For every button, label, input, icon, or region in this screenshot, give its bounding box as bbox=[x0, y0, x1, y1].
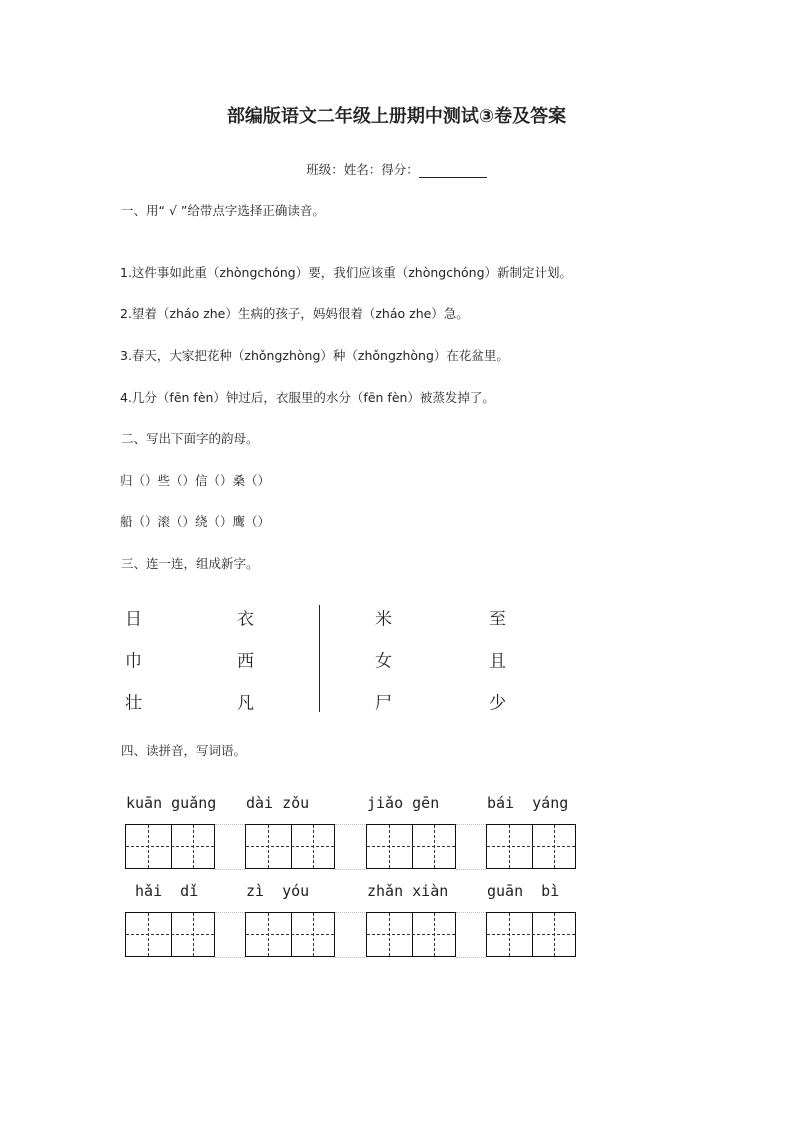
page-title: 部编版语文二年级上册期中测试③卷及答案 bbox=[226, 106, 567, 127]
writing-box[interactable] bbox=[366, 912, 456, 957]
guide-line bbox=[335, 957, 365, 958]
question-2: 2.望着（zháo zhe）生病的孩子，妈妈很着（zháo zhe）急。 bbox=[120, 306, 469, 321]
rhyme-line-2: 船（）滚（）绕（）鹰（） bbox=[120, 514, 271, 529]
section-1-heading: 一、用“ √ ”给带点字选择正确读音。 bbox=[121, 203, 325, 218]
divider-line bbox=[319, 605, 320, 712]
guide-line bbox=[456, 824, 486, 825]
guide-line bbox=[456, 912, 486, 913]
section-4-heading: 四、读拼音，写词语。 bbox=[121, 743, 247, 758]
question-3: 3.春天，大家把花种（zhǒngzhòng）种（zhǒngzhòng）在花盆里。 bbox=[120, 348, 509, 363]
writing-box[interactable] bbox=[125, 912, 215, 957]
question-4: 4.几分（fēn fèn）钟过后，衣服里的水分（fēn fèn）被蒸发掉了。 bbox=[120, 390, 495, 405]
pinyin-label: guān bì bbox=[487, 882, 560, 900]
match-character[interactable]: 日 bbox=[125, 609, 142, 630]
guide-line bbox=[335, 912, 365, 913]
rhyme-line-1: 归（）些（）信（）桑（） bbox=[120, 473, 271, 488]
score-blank[interactable] bbox=[419, 165, 487, 178]
writing-box[interactable] bbox=[366, 824, 456, 869]
pinyin-label: kuān guǎng bbox=[126, 794, 217, 812]
pinyin-label: jiǎo gēn bbox=[367, 794, 440, 812]
pinyin-label: dài zǒu bbox=[246, 794, 310, 812]
guide-line bbox=[456, 869, 486, 870]
writing-box[interactable] bbox=[125, 824, 215, 869]
guide-line bbox=[215, 824, 245, 825]
match-character[interactable]: 且 bbox=[489, 651, 506, 672]
guide-line bbox=[215, 957, 245, 958]
guide-line bbox=[335, 824, 365, 825]
match-character[interactable]: 西 bbox=[237, 651, 254, 672]
section-3-heading: 三、连一连，组成新字。 bbox=[121, 556, 259, 571]
section-2-heading: 二、写出下面字的韵母。 bbox=[121, 431, 259, 446]
pinyin-label: hǎi dǐ bbox=[126, 882, 199, 900]
pinyin-label: zì yóu bbox=[246, 882, 310, 900]
student-info bbox=[0, 162, 793, 178]
question-1: 1.这件事如此重（zhòngchóng）要，我们应该重（zhòngchóng）新制定计划。 bbox=[120, 265, 573, 280]
match-character[interactable]: 至 bbox=[489, 609, 506, 630]
writing-box[interactable] bbox=[245, 912, 335, 957]
match-character[interactable]: 尸 bbox=[375, 693, 392, 714]
writing-box[interactable] bbox=[486, 912, 576, 957]
pinyin-label: bái yáng bbox=[487, 794, 569, 812]
pinyin-label: zhǎn xiàn bbox=[367, 882, 449, 900]
match-character[interactable]: 少 bbox=[489, 693, 506, 714]
writing-box[interactable] bbox=[486, 824, 576, 869]
guide-line bbox=[215, 912, 245, 913]
info-label: 班级：姓名：得分： bbox=[306, 162, 419, 177]
match-character[interactable]: 衣 bbox=[237, 609, 254, 630]
match-character[interactable]: 壮 bbox=[125, 693, 142, 714]
match-character[interactable]: 巾 bbox=[125, 651, 142, 672]
match-character[interactable]: 凡 bbox=[237, 693, 254, 714]
guide-line bbox=[335, 869, 365, 870]
match-character[interactable]: 米 bbox=[375, 609, 392, 630]
guide-line bbox=[215, 869, 245, 870]
guide-line bbox=[456, 957, 486, 958]
writing-box[interactable] bbox=[245, 824, 335, 869]
match-character[interactable]: 女 bbox=[375, 651, 392, 672]
